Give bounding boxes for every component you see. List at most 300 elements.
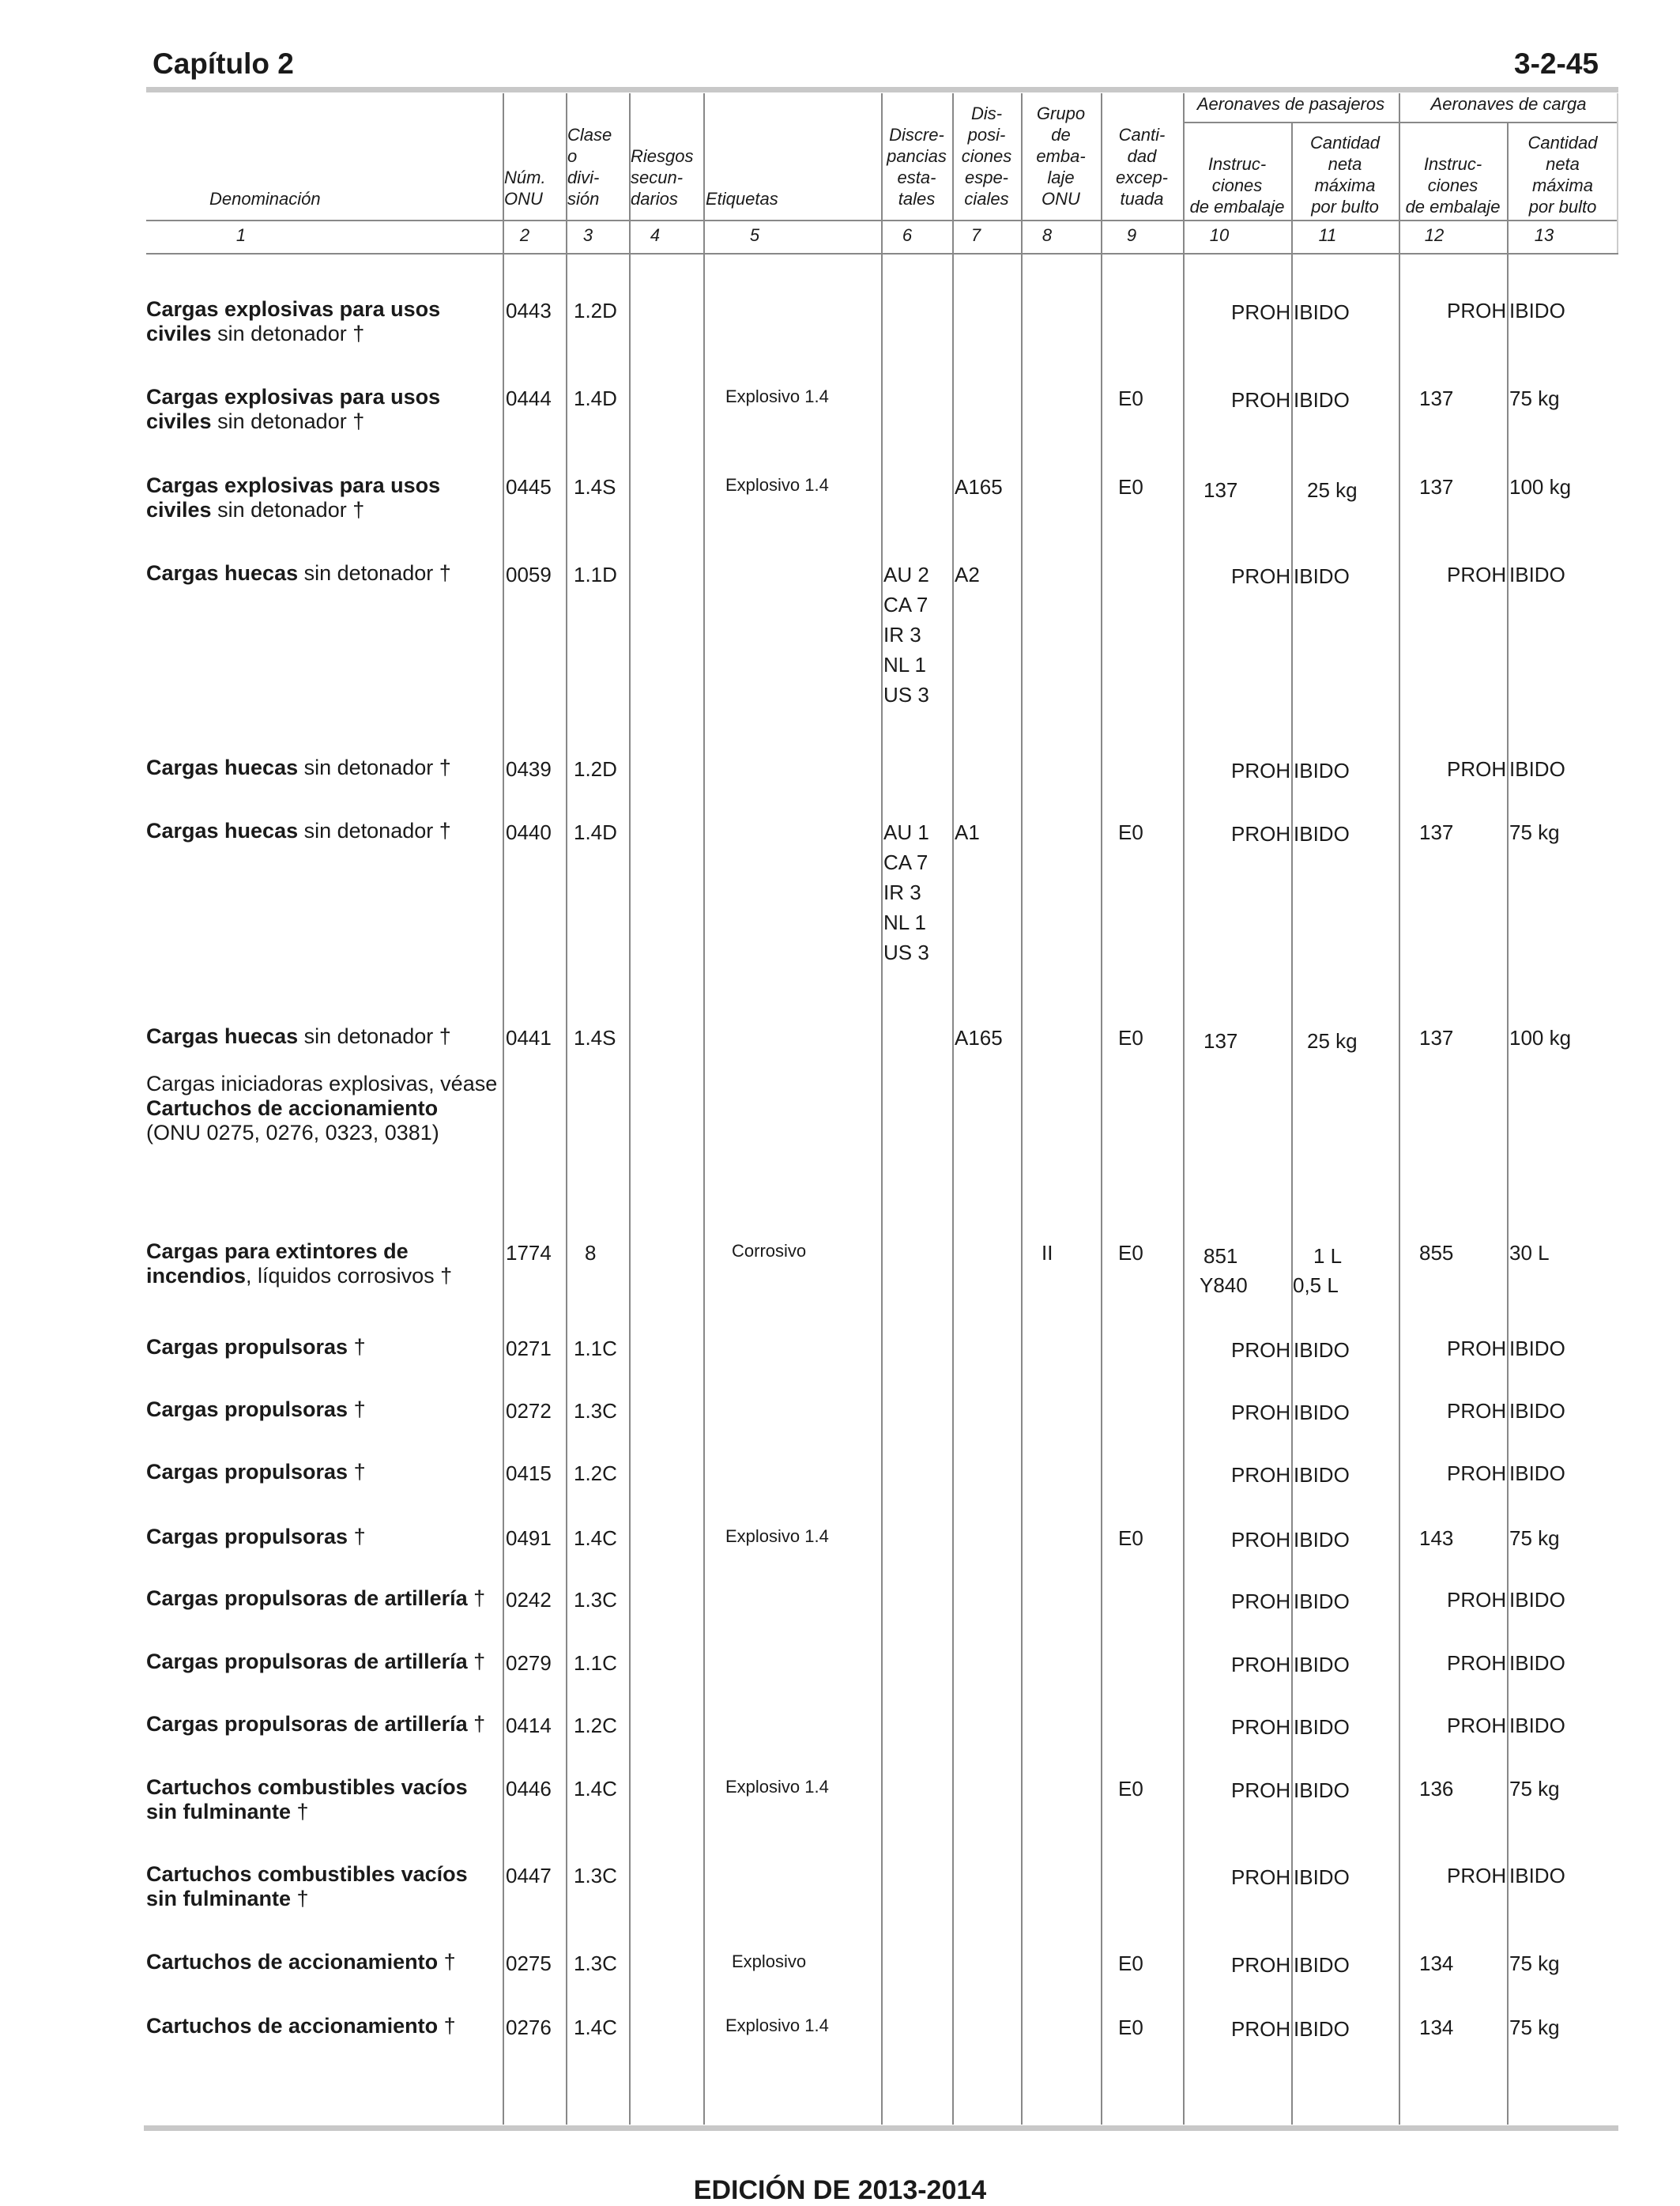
un-number: 0272 <box>506 1399 552 1423</box>
row-denominacion <box>146 1775 502 1824</box>
header-line: de <box>1051 125 1071 145</box>
name-regular: , líquidos corrosivos † <box>246 1264 453 1288</box>
name-bold: Cargas propulsoras <box>146 1525 348 1548</box>
name-line <box>146 561 502 586</box>
header-line: darios <box>631 189 678 209</box>
max-quantity-pasajeros: 1 L <box>1313 1244 1343 1268</box>
prohibido-carga-left: PROH <box>1447 1399 1507 1423</box>
header-line: Clase <box>567 125 612 145</box>
name-regular: sin detonador † <box>298 561 451 585</box>
packing-instruction-carga: 855 <box>1419 1241 1454 1265</box>
excepted-quantity: E0 <box>1118 1526 1143 1550</box>
prohibido-carga-right: IBIDO <box>1509 1461 1565 1485</box>
class-division: 1.4S <box>574 475 616 499</box>
header-line: laje <box>1047 168 1075 187</box>
prohibido-carga-right: IBIDO <box>1509 1651 1565 1675</box>
packing-instruction-carga: 134 <box>1419 2016 1454 2039</box>
header-line: Dis- <box>970 104 1003 123</box>
name-line <box>146 819 502 843</box>
header-instrucciones-carga <box>1399 153 1507 217</box>
un-number: 1774 <box>506 1241 552 1265</box>
packing-instruction-carga: 143 <box>1419 1526 1454 1550</box>
class-division: 1.4D <box>574 387 617 410</box>
name-regular: † <box>348 1335 366 1359</box>
name-line <box>146 1586 502 1611</box>
class-division: 1.2C <box>574 1714 617 1737</box>
name-line <box>146 322 502 346</box>
prohibido-pasajeros-left: PROH <box>1231 1865 1291 1889</box>
prohibido-pasajeros-left: PROH <box>1231 1953 1291 1977</box>
header-line: posi- <box>967 125 1006 145</box>
name-bold: Cartuchos de accionamiento <box>146 2014 439 2038</box>
name-regular: † <box>467 1650 486 1673</box>
group-line <box>1183 122 1618 123</box>
header-line: neta <box>1328 154 1362 174</box>
max-quantity-carga: 75 kg <box>1509 820 1560 844</box>
name-bold: Cartuchos combustibles vacíos <box>146 1775 468 1799</box>
name-bold: Cargas propulsoras de artillería <box>146 1712 468 1736</box>
name-line <box>146 1264 502 1288</box>
name-regular: sin detonador † <box>211 322 365 345</box>
header-denominacion: Denominación <box>209 189 321 209</box>
max-quantity-carga: 75 kg <box>1509 1777 1560 1801</box>
name-line <box>146 1650 502 1674</box>
name-bold: Cartuchos combustibles vacíos <box>146 1862 468 1886</box>
special-provision: A2 <box>955 563 980 586</box>
state-variations <box>883 817 929 967</box>
name-bold: Cargas explosivas para usos <box>146 385 441 409</box>
excepted-quantity: E0 <box>1118 1951 1143 1975</box>
prohibido-pasajeros-right: IBIDO <box>1294 1953 1350 1977</box>
prohibido-carga-right: IBIDO <box>1509 757 1565 781</box>
label-text: Explosivo 1.4 <box>725 387 829 406</box>
class-division: 1.2D <box>574 299 617 322</box>
class-division: 1.3C <box>574 1951 617 1975</box>
class-division: 1.4C <box>574 2016 617 2039</box>
row-denominacion <box>146 1072 502 1145</box>
name-line <box>146 1862 502 1887</box>
name-line <box>146 1800 502 1824</box>
prohibido-carga-left: PROH <box>1447 1337 1507 1360</box>
column-number: 4 <box>650 225 661 245</box>
name-line <box>146 498 502 522</box>
class-division: 1.4D <box>574 820 617 844</box>
label-text: Corrosivo <box>732 1241 807 1261</box>
name-line <box>146 473 502 498</box>
class-division: 1.1D <box>574 563 617 586</box>
column-divider <box>703 93 705 2125</box>
row-denominacion <box>146 1862 502 1911</box>
prohibido-pasajeros-right: IBIDO <box>1294 1528 1350 1552</box>
packing-instruction-carga: 134 <box>1419 1951 1454 1975</box>
name-regular: † <box>438 1950 456 1974</box>
prohibido-pasajeros-right: IBIDO <box>1294 1338 1350 1362</box>
prohibido-pasajeros-left: PROH <box>1231 759 1291 782</box>
name-regular: sin detonador † <box>298 756 451 779</box>
row-denominacion <box>146 1024 502 1049</box>
packing-instruction-pasajeros: Y840 <box>1200 1273 1248 1297</box>
packing-instruction-carga: 137 <box>1419 475 1454 499</box>
name-bold: incendios <box>146 1264 247 1288</box>
name-regular: Cargas iniciadoras explosivas, véase <box>146 1072 498 1095</box>
prohibido-pasajeros-right: IBIDO <box>1294 2017 1350 2041</box>
header-line: Núm. <box>504 168 546 187</box>
header-line: ciones <box>1427 175 1478 195</box>
max-quantity-carga: 100 kg <box>1509 1026 1572 1050</box>
packing-group: II <box>1042 1241 1053 1265</box>
column-number: 7 <box>970 225 981 245</box>
un-number: 0242 <box>506 1588 552 1612</box>
edition-footer: EDICIÓN DE 2013-2014 <box>693 2175 987 2205</box>
row-denominacion <box>146 1239 502 1288</box>
name-bold: Cargas propulsoras <box>146 1335 348 1359</box>
un-number: 0439 <box>506 757 552 781</box>
name-bold: Cargas huecas <box>146 819 299 843</box>
state-variation: CA 7 <box>883 850 929 874</box>
prohibido-pasajeros-left: PROH <box>1231 564 1291 588</box>
column-divider <box>1021 93 1023 2125</box>
header-discrepancias <box>881 124 952 209</box>
name-regular: † <box>348 1460 366 1484</box>
state-variation: AU 2 <box>883 563 929 586</box>
header-line: ONU <box>1042 189 1080 209</box>
prohibido-carga-right: IBIDO <box>1509 1714 1565 1737</box>
un-number: 0441 <box>506 1026 552 1050</box>
name-line <box>146 1024 502 1049</box>
column-number: 13 <box>1534 225 1554 245</box>
packing-instruction-pasajeros: 137 <box>1203 478 1238 502</box>
prohibido-pasajeros-left: PROH <box>1231 1528 1291 1552</box>
class-division: 1.4C <box>574 1526 617 1550</box>
header-line: Discre- <box>889 125 944 145</box>
header-line: de embalaje <box>1405 197 1501 217</box>
name-regular: sin detonador † <box>211 498 365 522</box>
name-regular: sin detonador † <box>211 409 365 433</box>
header-line: emba- <box>1036 146 1086 166</box>
un-number: 0491 <box>506 1526 552 1550</box>
excepted-quantity: E0 <box>1118 387 1143 410</box>
packing-instruction-pasajeros: 137 <box>1203 1029 1238 1053</box>
prohibido-pasajeros-left: PROH <box>1231 1338 1291 1362</box>
name-bold: Cartuchos de accionamiento <box>146 1096 439 1120</box>
prohibido-pasajeros-right: IBIDO <box>1294 300 1350 324</box>
prohibido-pasajeros-right: IBIDO <box>1294 1463 1350 1487</box>
class-division: 1.3C <box>574 1588 617 1612</box>
un-number: 0275 <box>506 1951 552 1975</box>
header-cantidad-carga <box>1507 132 1618 217</box>
name-bold: Cargas huecas <box>146 756 299 779</box>
header-clase <box>567 124 627 209</box>
header-line: por bulto <box>1311 197 1379 217</box>
name-bold: civiles <box>146 409 212 433</box>
state-variation: NL 1 <box>883 911 926 934</box>
state-variation: AU 1 <box>883 820 929 844</box>
un-number: 0414 <box>506 1714 552 1737</box>
state-variation: US 3 <box>883 941 929 964</box>
label-text: Explosivo 1.4 <box>725 1526 829 1546</box>
name-regular: (ONU 0275, 0276, 0323, 0381) <box>146 1121 439 1144</box>
row-denominacion <box>146 473 502 522</box>
state-variation: CA 7 <box>883 593 929 617</box>
name-line <box>146 1096 502 1121</box>
header-line: Instruc- <box>1207 154 1267 174</box>
prohibido-carga-left: PROH <box>1447 1714 1507 1737</box>
label-text: Explosivo 1.4 <box>725 2016 829 2035</box>
prohibido-carga-left: PROH <box>1447 563 1507 586</box>
row-denominacion <box>146 756 502 780</box>
max-quantity-carga: 30 L <box>1509 1241 1550 1265</box>
prohibido-pasajeros-left: PROH <box>1231 1778 1291 1802</box>
column-divider <box>1291 123 1293 2125</box>
row-denominacion <box>146 561 502 586</box>
name-regular: † <box>467 1586 486 1610</box>
header-cantidad-exceptuada <box>1101 124 1183 209</box>
name-line <box>146 1712 502 1737</box>
state-variation: IR 3 <box>883 881 921 904</box>
prohibido-carga-right: IBIDO <box>1509 299 1565 322</box>
header-line: espe- <box>964 168 1009 187</box>
chapter-title: Capítulo 2 <box>153 47 294 80</box>
prohibido-pasajeros-right: IBIDO <box>1294 1589 1350 1613</box>
name-bold: Cargas explosivas para usos <box>146 297 441 321</box>
name-regular: † <box>291 1887 309 1910</box>
prohibido-pasajeros-left: PROH <box>1231 1653 1291 1676</box>
un-number: 0271 <box>506 1337 552 1360</box>
state-variation: IR 3 <box>883 623 921 647</box>
row-denominacion <box>146 1650 502 1674</box>
column-number: 6 <box>902 225 913 245</box>
header-line: pancias <box>887 146 947 166</box>
column-number: 11 <box>1318 225 1337 245</box>
header-line: esta- <box>897 168 936 187</box>
column-number: 8 <box>1042 225 1053 245</box>
column-number: 10 <box>1209 225 1230 245</box>
class-division: 1.2D <box>574 757 617 781</box>
header-line: tuada <box>1120 189 1164 209</box>
prohibido-carga-left: PROH <box>1447 1588 1507 1612</box>
header-line: ONU <box>504 189 543 209</box>
header-line: ciones <box>1211 175 1263 195</box>
name-bold: Cartuchos de accionamiento <box>146 1950 439 1974</box>
name-line <box>146 1397 502 1422</box>
header-line: Instruc- <box>1423 154 1482 174</box>
label-text: Explosivo 1.4 <box>725 1777 829 1797</box>
column-number: 2 <box>519 225 530 245</box>
max-quantity-pasajeros: 25 kg <box>1307 478 1358 502</box>
name-line <box>146 1239 502 1264</box>
prohibido-carga-right: IBIDO <box>1509 1588 1565 1612</box>
un-number: 0443 <box>506 299 552 322</box>
column-divider <box>1183 93 1185 2125</box>
header-line: Riesgos <box>631 146 694 166</box>
name-bold: Cargas para extintores de <box>146 1239 409 1263</box>
name-line <box>146 2014 502 2038</box>
header-cantidad-pasajeros <box>1291 132 1399 217</box>
name-bold: civiles <box>146 498 212 522</box>
prohibido-pasajeros-left: PROH <box>1231 1401 1291 1424</box>
prohibido-pasajeros-left: PROH <box>1231 822 1291 846</box>
column-number: 5 <box>749 225 760 245</box>
header-line: o <box>567 146 578 166</box>
header-line: máxima <box>1531 175 1593 195</box>
row-denominacion <box>146 1397 502 1422</box>
un-number: 0440 <box>506 820 552 844</box>
header-line: divi- <box>567 168 600 187</box>
max-quantity-carga: 75 kg <box>1509 1951 1560 1975</box>
header-line: Cantidad <box>1309 133 1381 153</box>
prohibido-pasajeros-right: IBIDO <box>1294 822 1350 846</box>
column-divider <box>629 93 631 2125</box>
name-bold: Cargas propulsoras de artillería <box>146 1586 468 1610</box>
header-num-onu <box>504 167 564 209</box>
special-provision: A165 <box>955 475 1003 499</box>
header-aeronaves-pasajeros: Aeronaves de pasajeros <box>1196 94 1385 114</box>
special-provision: A1 <box>955 820 980 844</box>
column-divider <box>1101 93 1102 2125</box>
name-regular: sin detonador † <box>298 819 451 843</box>
row-denominacion <box>146 1586 502 1611</box>
prohibido-pasajeros-left: PROH <box>1231 1715 1291 1739</box>
prohibido-pasajeros-right: IBIDO <box>1294 564 1350 588</box>
packing-instruction-carga: 137 <box>1419 387 1454 410</box>
prohibido-carga-right: IBIDO <box>1509 1337 1565 1360</box>
prohibido-carga-right: IBIDO <box>1509 563 1565 586</box>
column-divider <box>1507 123 1509 2125</box>
packing-instruction-carga: 137 <box>1419 820 1454 844</box>
un-number: 0059 <box>506 563 552 586</box>
label-text: Explosivo 1.4 <box>725 475 829 495</box>
packing-instruction-pasajeros: 851 <box>1203 1244 1238 1268</box>
un-number: 0276 <box>506 2016 552 2039</box>
header-line: excep- <box>1115 168 1169 187</box>
header-line: ciales <box>964 189 1009 209</box>
un-number: 0415 <box>506 1461 552 1485</box>
prohibido-carga-left: PROH <box>1447 299 1507 322</box>
header-line: tales <box>898 189 936 209</box>
column-divider <box>1399 93 1400 2125</box>
name-bold: civiles <box>146 322 212 345</box>
header-line: secun- <box>631 168 684 187</box>
state-variation: NL 1 <box>883 653 926 677</box>
name-line <box>146 1072 502 1096</box>
prohibido-pasajeros-right: IBIDO <box>1294 388 1350 412</box>
name-bold: Cargas propulsoras de artillería <box>146 1650 468 1673</box>
max-quantity-carga: 75 kg <box>1509 1526 1560 1550</box>
state-variations <box>883 560 929 710</box>
header-disposiciones <box>952 103 1021 209</box>
name-bold: Cargas explosivas para usos <box>146 473 441 497</box>
prohibido-pasajeros-right: IBIDO <box>1294 1401 1350 1424</box>
bottom-rule <box>144 2125 1618 2131</box>
header-riesgos <box>631 145 702 209</box>
prohibido-pasajeros-left: PROH <box>1231 1463 1291 1487</box>
header-etiquetas: Etiquetas <box>706 189 778 209</box>
name-line <box>146 1460 502 1484</box>
row-denominacion <box>146 1712 502 1737</box>
class-division: 1.3C <box>574 1399 617 1423</box>
max-quantity-carga: 75 kg <box>1509 387 1560 410</box>
un-number: 0445 <box>506 475 552 499</box>
name-line <box>146 1525 502 1549</box>
column-divider <box>881 93 883 2125</box>
prohibido-pasajeros-left: PROH <box>1231 1589 1291 1613</box>
name-line <box>146 409 502 434</box>
prohibido-pasajeros-left: PROH <box>1231 388 1291 412</box>
name-line <box>146 756 502 780</box>
un-number: 0444 <box>506 387 552 410</box>
row-denominacion <box>146 1950 502 1974</box>
un-number: 0279 <box>506 1651 552 1675</box>
name-line <box>146 1121 502 1145</box>
prohibido-carga-left: PROH <box>1447 757 1507 781</box>
page-number: 3-2-45 <box>1514 47 1599 80</box>
prohibido-pasajeros-left: PROH <box>1231 2017 1291 2041</box>
label-text: Explosivo <box>732 1951 807 1971</box>
name-bold: Cargas propulsoras <box>146 1397 348 1421</box>
column-divider <box>952 93 954 2125</box>
header-line: ciones <box>961 146 1012 166</box>
class-division: 8 <box>585 1241 597 1265</box>
header-line: máxima <box>1314 175 1376 195</box>
class-division: 1.4S <box>574 1026 616 1050</box>
prohibido-pasajeros-right: IBIDO <box>1294 1778 1350 1802</box>
name-regular: † <box>438 2014 456 2038</box>
excepted-quantity: E0 <box>1118 1241 1143 1265</box>
header-line: de embalaje <box>1189 197 1285 217</box>
max-quantity-carga: 100 kg <box>1509 475 1572 499</box>
column-number: 12 <box>1424 225 1445 245</box>
special-provision: A165 <box>955 1026 1003 1050</box>
name-line <box>146 1950 502 1974</box>
header-aeronaves-carga: Aeronaves de carga <box>1430 94 1587 114</box>
prohibido-pasajeros-right: IBIDO <box>1294 1715 1350 1739</box>
name-regular: † <box>348 1525 366 1548</box>
class-division: 1.1C <box>574 1337 617 1360</box>
name-line <box>146 385 502 409</box>
name-line <box>146 297 502 322</box>
name-regular: † <box>291 1800 309 1823</box>
prohibido-pasajeros-right: IBIDO <box>1294 1865 1350 1889</box>
top-rule <box>146 87 1618 92</box>
excepted-quantity: E0 <box>1118 820 1143 844</box>
name-line <box>146 1887 502 1911</box>
header-line: Cantidad <box>1527 133 1598 153</box>
header-line: neta <box>1546 154 1580 174</box>
column-number: 9 <box>1126 225 1137 245</box>
class-division: 1.4C <box>574 1777 617 1801</box>
prohibido-carga-right: IBIDO <box>1509 1864 1565 1887</box>
row-denominacion <box>146 385 502 434</box>
state-variation: US 3 <box>883 683 929 707</box>
header-line: sión <box>567 189 600 209</box>
name-line <box>146 1775 502 1800</box>
name-bold: Cargas huecas <box>146 561 299 585</box>
excepted-quantity: E0 <box>1118 2016 1143 2039</box>
name-regular: sin detonador † <box>298 1024 451 1048</box>
header-line: por bulto <box>1528 197 1597 217</box>
header-grupo-embalaje <box>1021 103 1101 209</box>
name-regular: † <box>467 1712 486 1736</box>
prohibido-carga-left: PROH <box>1447 1864 1507 1887</box>
row-denominacion <box>146 297 502 346</box>
prohibido-pasajeros-right: IBIDO <box>1294 1653 1350 1676</box>
packing-instruction-carga: 137 <box>1419 1026 1454 1050</box>
column-divider <box>503 93 504 2125</box>
prohibido-carga-left: PROH <box>1447 1461 1507 1485</box>
un-number: 0447 <box>506 1864 552 1887</box>
name-line <box>146 1335 502 1359</box>
packing-instruction-carga: 136 <box>1419 1777 1454 1801</box>
